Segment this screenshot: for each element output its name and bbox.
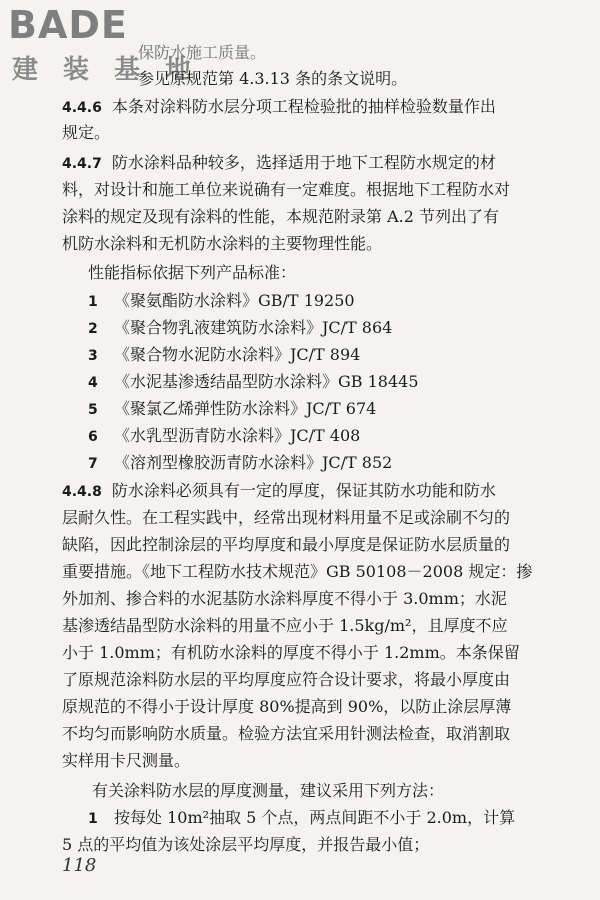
standard-number: 2 (88, 321, 98, 337)
section-4-4-8-line: 小于 1.0mm；有机防水涂料的厚度不得小于 1.2mm。本条保留 (62, 643, 520, 662)
standard-item (88, 290, 600, 313)
standard-item (88, 371, 600, 394)
top-fragment: 保防水施工质量。 (138, 43, 267, 62)
paragraph-text: 防水涂料必须具有一定的厚度，保证其防水功能和防水 (111, 481, 496, 500)
section-4-4-5-text: 参见原规范第 4.3.13 条的条文说明。 (138, 69, 408, 88)
thickness-item-1-line1 (88, 807, 600, 830)
section-4-4-5 (138, 68, 600, 90)
section-4-4-7-line1 (62, 152, 592, 175)
section-4-4-8-line: 原规范的不得小于设计厚度 80%提高到 90%，以防止涂层厚薄 (62, 697, 512, 716)
section-4-4-8-line: 基渗透结晶型防水涂料的用量不应小于 1.5kg/m²，且厚度不应 (62, 616, 508, 635)
standard-text: 《聚合物水泥防水涂料》JC/T 894 (114, 345, 361, 364)
section-4-4-8-line: 缺陷，因此控制涂层的平均厚度和最小厚度是保证防水层质量的 (62, 535, 511, 554)
section-4-4-8-line1 (62, 480, 592, 503)
standard-number: 4 (88, 375, 98, 391)
standard-item (88, 425, 600, 448)
thickness-intro: 有关涂料防水层的厚度测量，建议采用下列方法： (92, 781, 445, 800)
standard-item (88, 344, 600, 367)
standard-number: 6 (88, 429, 98, 445)
standard-item (88, 398, 600, 421)
thickness-item-1-line2: 5 点的平均值为该处涂层平均厚度，并报告最小值； (62, 835, 430, 854)
standard-item (88, 317, 600, 340)
section-4-4-7-line3: 涂料的规定及现有涂料的性能，本规范附录第 A.2 节列出了有 (62, 207, 499, 226)
section-number: 4.4.7 (62, 156, 102, 172)
standard-text: 《溶剂型橡胶沥青防水涂料》JC/T 852 (114, 453, 393, 472)
section-4-4-6-line2: 规定。 (62, 123, 111, 142)
section-number: 4.4.6 (62, 100, 102, 116)
standard-text: 《聚氯乙烯弹性防水涂料》JC/T 674 (114, 399, 377, 418)
item-number: 1 (88, 811, 98, 827)
section-number: 4.4.8 (62, 484, 102, 500)
standard-text: 《水乳型沥青防水涂料》JC/T 408 (114, 426, 361, 445)
section-4-4-8-line: 重要措施。《地下工程防水技术规范》GB 50108－2008 规定：掺 (62, 562, 533, 581)
section-4-4-7-line2: 料，对设计和施工单位来说确有一定难度。根据地下工程防水对 (62, 180, 511, 199)
standard-number: 1 (88, 294, 98, 310)
section-4-4-7-line4: 机防水涂料和无机防水涂料的主要物理性能。 (62, 234, 383, 253)
logo-text-bade: BADE (8, 3, 128, 47)
paragraph-text: 防水涂料品种较多，选择适用于地下工程防水规定的材 (111, 153, 496, 172)
page-number: 118 (62, 855, 97, 876)
logo-text-chinese: 建 装 基 地 (12, 55, 200, 85)
section-4-4-8-line: 实样用卡尺测量。 (62, 751, 191, 770)
paragraph-text: 本条对涂料防水层分项工程检验批的抽样检验数量作出 (111, 97, 496, 116)
section-4-4-8-line: 外加剂、掺合料的水泥基防水涂料厚度不得小于 3.0mm；水泥 (62, 589, 507, 608)
item-text: 按每处 10m²抽取 5 个点，两点间距不小于 2.0m，计算 (114, 808, 516, 827)
standard-text: 《水泥基渗透结晶型防水涂料》GB 18445 (114, 372, 419, 391)
section-4-4-6-line1 (62, 96, 592, 119)
standard-text: 《聚氨酯防水涂料》GB/T 19250 (114, 291, 355, 310)
standard-number: 3 (88, 348, 98, 364)
section-4-4-8-line: 层耐久性。在工程实践中，经常出现材料用量不足或涂刷不匀的 (62, 508, 511, 527)
standard-number: 5 (88, 402, 98, 418)
section-4-4-8-line: 不均匀而影响防水质量。检验方法宜采用针测法检查，取消割取 (62, 724, 511, 743)
standards-intro: 性能指标依据下列产品标准： (88, 263, 297, 282)
standard-number: 7 (88, 456, 98, 472)
section-4-4-8-line: 了原规范涂料防水层的平均厚度应符合设计要求，将最小厚度由 (62, 670, 511, 689)
standard-text: 《聚合物乳液建筑防水涂料》JC/T 864 (114, 318, 393, 337)
standard-item (88, 452, 600, 475)
